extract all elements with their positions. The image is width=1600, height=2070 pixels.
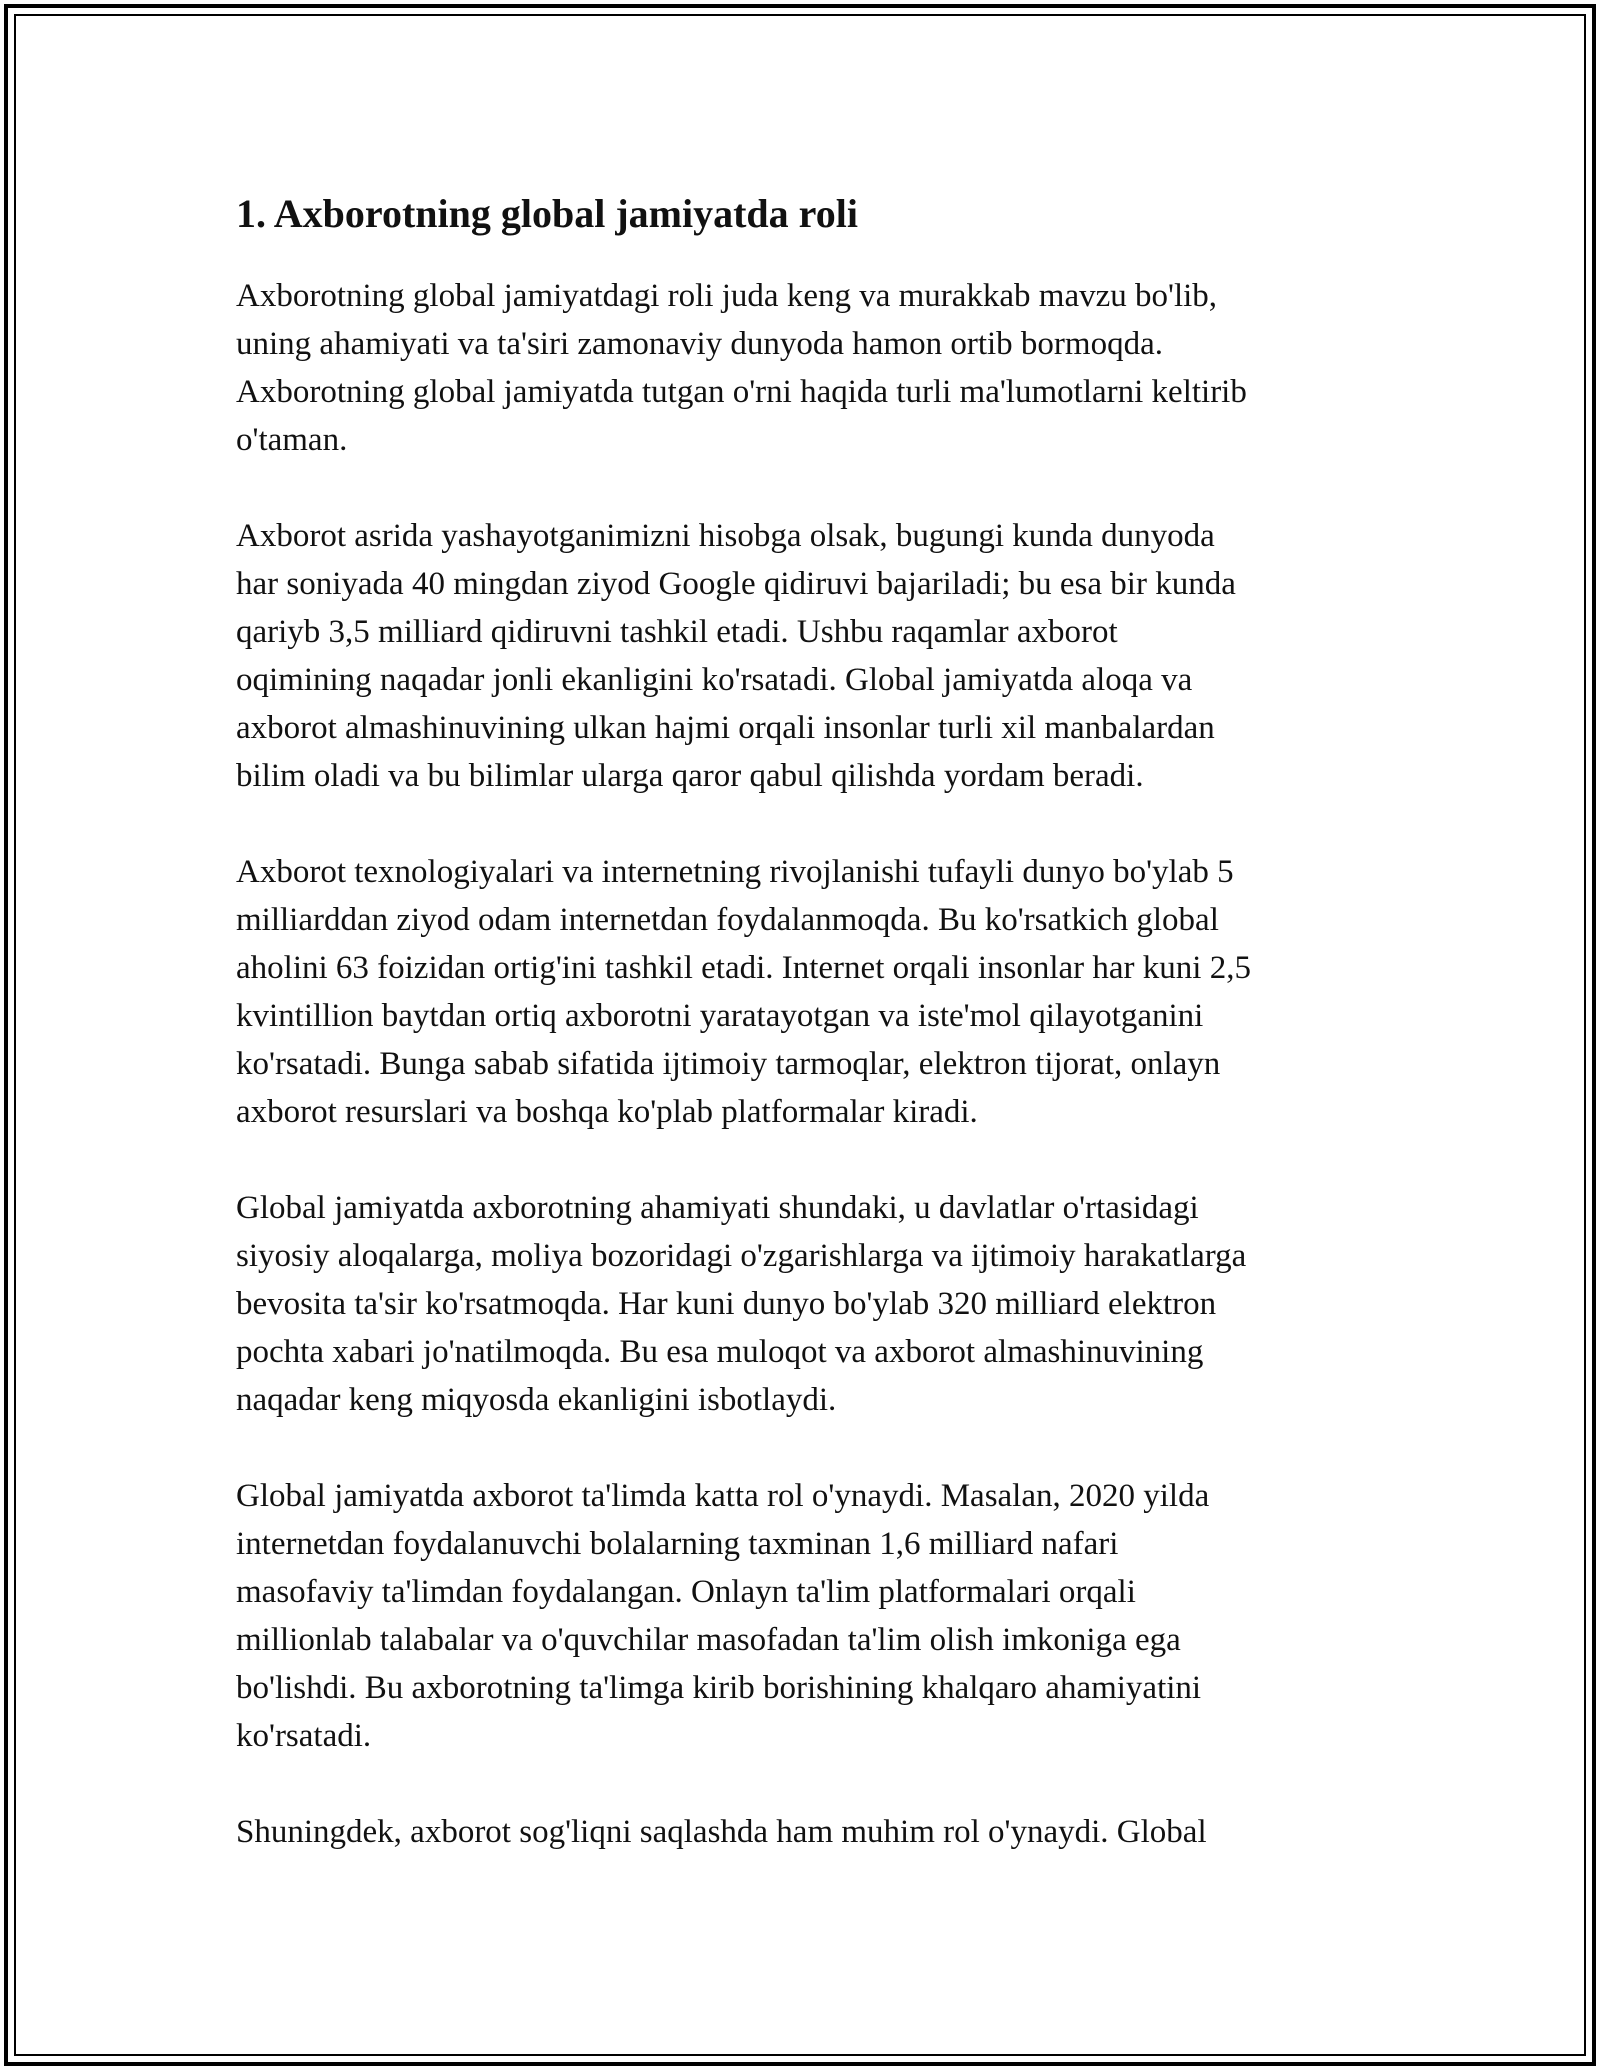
- text-line: siyosiy aloqalarga, moliya bozoridagi o'zgarishlarga va ijtimoiy harakatlarga: [236, 1238, 1247, 1274]
- text-line: axborot resurslari va boshqa ko'plab platformalar kiradi.: [236, 1094, 978, 1130]
- text-line: pochta xabari jo'natilmoqda. Bu esa muloqot va axborot almashinuvining: [236, 1334, 1204, 1370]
- text-line: o'taman.: [236, 422, 348, 458]
- paragraph-1: [236, 272, 1366, 464]
- text-line: ko'rsatadi. Bunga sabab sifatida ijtimoiy tarmoqlar, elektron tijorat, onlayn: [236, 1046, 1221, 1082]
- text-line: naqadar keng miqyosda ekanligini isbotlaydi.: [236, 1382, 837, 1418]
- text-line: axborot almashinuvining ulkan hajmi orqali insonlar turli xil manbalardan: [236, 710, 1215, 746]
- text-line: Axborot texnologiyalari va internetning rivojlanishi tufayli dunyo bo'ylab 5: [236, 854, 1234, 890]
- text-line: Axborotning global jamiyatdagi roli juda keng va murakkab mavzu bo'lib,: [236, 278, 1218, 314]
- text-line: bilim oladi va bu bilimlar ularga qaror qabul qilishda yordam beradi.: [236, 758, 1144, 794]
- text-line: qariyb 3,5 milliard qidiruvni tashkil etadi. Ushbu raqamlar axborot: [236, 614, 1118, 650]
- text-line: uning ahamiyati va ta'siri zamonaviy dunyoda hamon ortib bormoqda.: [236, 326, 1163, 362]
- text-line: bevosita ta'sir ko'rsatmoqda. Har kuni dunyo bo'ylab 320 milliard elektron: [236, 1286, 1217, 1322]
- text-line: Axborot asrida yashayotganimizni hisobga olsak, bugungi kunda dunyoda: [236, 518, 1215, 554]
- paragraph-2: [236, 512, 1366, 800]
- paragraph-3: [236, 848, 1366, 1136]
- text-line: masofaviy ta'limdan foydalangan. Onlayn ta'lim platformalari orqali: [236, 1574, 1136, 1610]
- section-title: 1. Axborotning global jamiyatda roli: [236, 191, 858, 236]
- text-line: ko'rsatadi.: [236, 1718, 372, 1754]
- paragraph-4: [236, 1184, 1366, 1424]
- document-body: [236, 186, 1366, 1904]
- text-line: aholini 63 foizidan ortig'ini tashkil etadi. Internet orqali insonlar har kuni 2,5: [236, 950, 1251, 986]
- paragraph-5: [236, 1472, 1366, 1760]
- text-line: internetdan foydalanuvchi bolalarning taxminan 1,6 milliard nafari: [236, 1526, 1119, 1562]
- text-line: kvintillion baytdan ortiq axborotni yaratayotgan va iste'mol qilayotganini: [236, 998, 1204, 1034]
- paragraph-6: [236, 1808, 1366, 1856]
- text-line: Axborotning global jamiyatda tutgan o'rni haqida turli ma'lumotlarni keltirib: [236, 374, 1247, 410]
- text-line: Shuningdek, axborot sog'liqni saqlashda ham muhim rol o'ynaydi. Global: [236, 1814, 1207, 1850]
- text-line: Global jamiyatda axborotning ahamiyati shundaki, u davlatlar o'rtasidagi: [236, 1190, 1199, 1226]
- text-line: milliarddan ziyod odam internetdan foydalanmoqda. Bu ko'rsatkich global: [236, 902, 1219, 938]
- text-line: Global jamiyatda axborot ta'limda katta rol o'ynaydi. Masalan, 2020 yilda: [236, 1478, 1210, 1514]
- text-line: millionlab talabalar va o'quvchilar masofadan ta'lim olish imkoniga ega: [236, 1622, 1181, 1658]
- text-line: har soniyada 40 mingdan ziyod Google qidiruvi bajariladi; bu esa bir kunda: [236, 566, 1236, 602]
- text-line: bo'lishdi. Bu axborotning ta'limga kirib borishining khalqaro ahamiyatini: [236, 1670, 1202, 1706]
- text-line: oqimining naqadar jonli ekanligini ko'rsatadi. Global jamiyatda aloqa va: [236, 662, 1193, 698]
